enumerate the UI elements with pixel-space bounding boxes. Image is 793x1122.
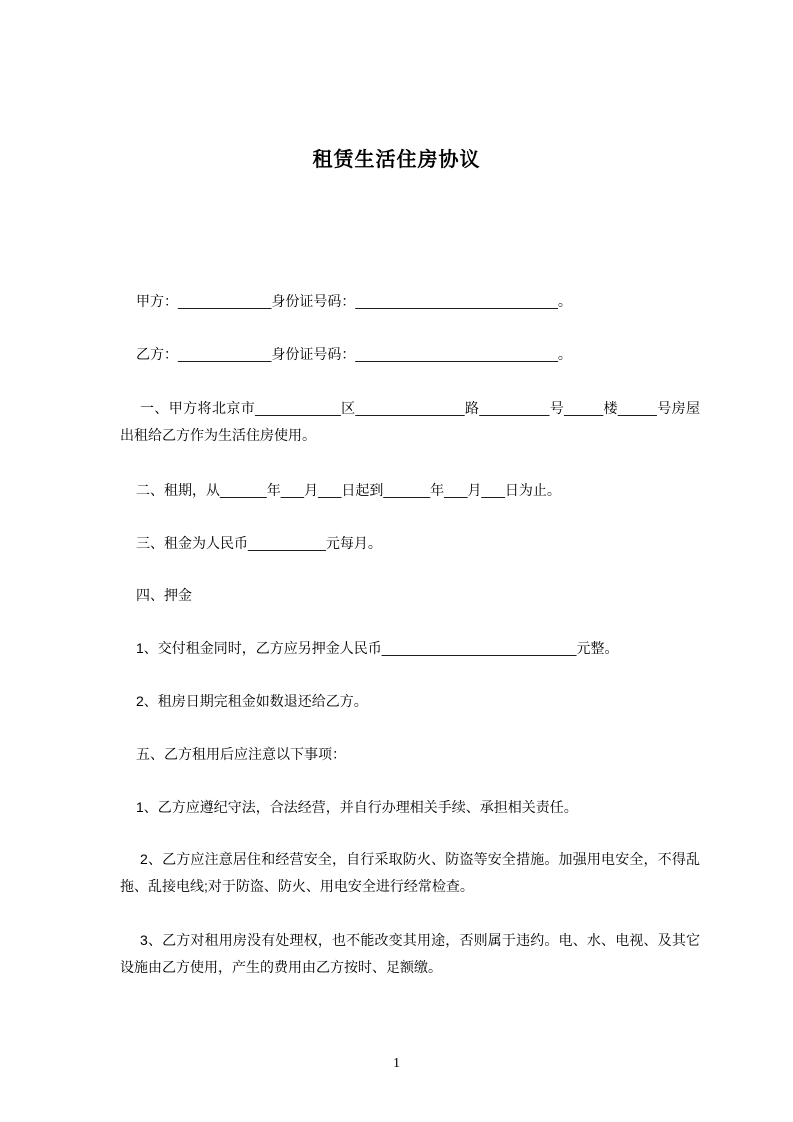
notice-item-1: 1、乙方应遵纪守法，合法经营，并自行办理相关手续、承担相关责任。 (136, 799, 578, 815)
notice-item-2: 2、乙方应注意居住和经营安全，自行采取防火、防盗等安全措施。加强用电安全，不得乱拖、乱接电线;对于防盗、防火、用电安全进行经常检查。 (120, 851, 700, 894)
clause-5-heading: 五、乙方租用后应注意以下事项： (136, 746, 346, 762)
document-title: 租赁生活住房协议 (312, 149, 481, 171)
party-b-line: 乙方：____________身份证号码：__________________________。 (136, 346, 572, 362)
notice-item-3: 3、乙方对租用房没有处理权，也不能改变其用途，否则属于违约。电、水、电视、及其它设施由乙方使用，产生的费用由乙方按时、足额缴。 (120, 932, 700, 975)
clause-3-rent: 三、租金为人民币__________元每月。 (136, 535, 382, 551)
clause-4-deposit-heading: 四、押金 (136, 587, 192, 603)
deposit-item-1: 1、交付租金同时，乙方应另押金人民币_________________________元整。 (136, 640, 619, 656)
clause-2-term: 二、租期，从______年___月___日起到______年___月___日为止。 (136, 482, 561, 498)
clause-1-property: 一、甲方将北京市___________区______________路_________号_____楼_____号房屋出租给乙方作为生活住房使用。 (120, 400, 700, 443)
party-a-line: 甲方：____________身份证号码：__________________________。 (136, 293, 572, 309)
deposit-item-2: 2、租房日期完租金如数退还给乙方。 (136, 693, 368, 709)
page-number: 1 (393, 1056, 400, 1071)
